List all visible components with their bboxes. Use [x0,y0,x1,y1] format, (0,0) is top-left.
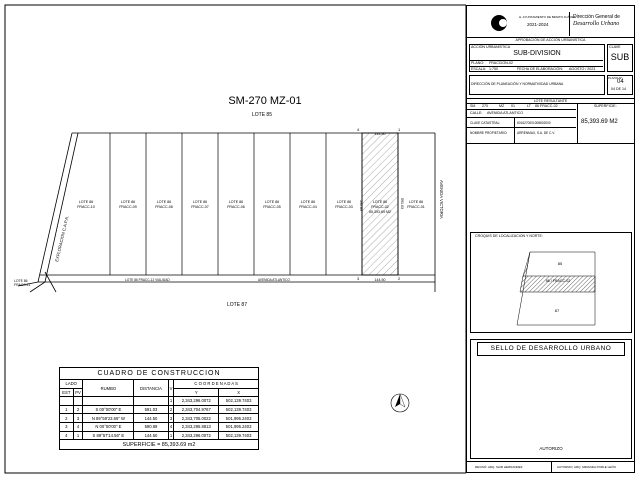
table-cell-v: 2 [169,407,173,413]
table-cell-v: 1 [169,398,173,404]
lot-label: FRACC-05 [263,205,281,209]
left-lot-label-b: FRACC-11 [14,283,31,287]
vertex-4: 4 [357,127,360,132]
col-coordenadas: C O O R D E N A D A S [174,380,259,389]
table-cell-y: 2,343,705.0022 [174,414,219,423]
table-cell-est: 1 [60,405,74,414]
lot-label: LOTE 86 [78,200,94,204]
sm-label: SM [470,104,476,108]
lot-label: LOTE 86 [192,200,208,204]
table-cell-y: 2,343,704.9767 [174,405,219,414]
lot-label: LOTE 86 [264,200,280,204]
col-distancia: DISTANCIA [134,380,168,397]
lot-labels [77,200,425,214]
table-cell-x: 501,995.2403 [219,422,259,431]
plano-no-label: PLANO N° [608,76,623,80]
plano-label: PLANO: [471,61,485,65]
vertex-2: 2 [398,276,401,281]
lot-label: FRACC-07 [191,205,209,209]
sello-label: SELLO DE DESARROLLO URBANO [490,345,612,352]
direccion-general-label: Dirección General de [573,14,620,20]
clave-catastral-value: 6016270001008802000 [517,121,551,125]
escala-value: 1:750 [489,67,498,71]
north-arrow-icon [391,394,409,412]
dim-bottom: 144.50 [374,278,386,282]
lote-87-label: LOTE 87 [226,302,248,308]
municipal-logo-icon [491,15,507,31]
table-cell-dist: 144.50 [134,431,168,440]
propietario-value: ARRENMAX, S.A. DE C.V. [517,131,555,135]
escala-label: ESCALA: [471,67,487,71]
lot-label: FRACC-06 [227,205,245,209]
lot-fracc-02-hatched [362,133,398,275]
direccion-planeacion: DIRECCIÓN DE PLANEACIÓN Y NORMATIVIDAD URBANA [471,82,564,86]
fecha-value: AGOSTO / 2023 [569,67,596,71]
lot-label: LOTE 86 [120,200,136,204]
clave-value: SUB [610,52,630,62]
lot-label: LOTE 86 [228,200,244,204]
road-left-inner [45,133,78,282]
construction-table-superficie: SUPERFICIE = 85,393.69 m2 [60,440,259,450]
table-cell-x: 501,995.2403 [219,414,259,423]
sello-box [470,339,632,459]
dim-side-2: 591.03 [400,198,404,209]
table-cell-pv: 1 [73,431,83,440]
col-rumbo: RUMBO [83,380,134,397]
mz-label: MZ [499,104,505,108]
table-cell-rumbo: S 00°00'00" E [83,405,134,414]
years-label: 2021-2024 [527,22,549,27]
table-cell-pv: 3 [73,414,83,423]
fecha-label: FECHA DE ELABORACIÓN: [517,67,563,71]
dim-side: 590.89 [359,200,363,211]
col-y: Y [174,388,219,397]
bottom-road-label: LOTE 86 FRACC-12 VIALIDAD [125,278,170,282]
lot-label: FRACC-01 [407,205,425,209]
table-cell-dist: 590.89 [134,422,168,431]
croquis-87: 87 [554,308,560,313]
table-cell-dist: 144.50 [134,414,168,423]
table-cell-rumbo: N 89°59'23.66" W [83,414,134,423]
lot-label: FRACC-02 [371,205,389,209]
construction-table [59,367,259,450]
table-cell-x: 502,139.7403 [219,397,259,406]
calle-label: CALLE: [470,111,483,115]
sm-value: 270 [482,104,488,108]
aprobacion-label: APROBACIÓN DE ACCIÓN URBANÍSTICA [515,38,586,42]
mz-value: 01 [511,104,515,108]
lt-label: LT [527,104,531,108]
table-cell-pv: 4 [73,422,83,431]
table-cell-rumbo [83,397,134,406]
ayuntamiento-label: H. AYUNTAMIENTO DE BENITO JUÁREZ [519,15,576,19]
lot-label: FRACC-03 [335,205,353,209]
calle-value: AVENIDA ATLANTICO [487,111,524,115]
lot-label: LOTE 86 [408,200,424,204]
vertex-3: 3 [357,276,360,281]
lot-label: LOTE 86 [372,200,388,204]
col-pv: PV [73,388,83,397]
autorizo-firma-label: AUTORIZO: ARQ. MIRANDA PORLE LEÓN [557,465,616,469]
col-lado: LADO [60,380,83,389]
bottom-road-label-2: AVENIDA ATLANTICO [258,278,290,282]
reviso-label: REVISÓ: ARQ. SAIR HERNANDEZ [475,465,523,469]
lot-label: LOTE 86 [300,200,316,204]
croquis-85: 85 [557,261,563,266]
vertex-1: 1 [398,127,401,132]
table-cell-y: 2,343,296.0072 [174,397,219,406]
croquis-label: CROQUIS DE LOCALIZACION Y NORTE: [475,234,543,238]
lot-dividers [110,133,398,275]
table-row [60,405,259,414]
table-cell-est: 3 [60,422,74,431]
table-cell-pv: 2 [73,405,83,414]
lot-label: 85,393.69 M2 [369,210,391,214]
lote-85-label: LOTE 85 [251,112,273,118]
table-cell-est: 2 [60,414,74,423]
col-x: X [219,388,259,397]
col-v: V [168,380,174,397]
table-row [60,422,259,431]
superficie-value: 85,393.69 M2 [581,119,618,125]
table-cell-rumbo: S 89°57'14.56" E [83,431,134,440]
table-row [60,414,259,423]
propietario-label: NOMBRE PROPIETARIO: [470,131,508,135]
desarrollo-label: Desarrollo Urbano [573,21,620,27]
dim-top: 144.50 [374,132,386,136]
table-cell-est [60,397,74,406]
clave-catastral-label: CLAVE CATASTRAL: [470,121,501,125]
col-est: EST [60,388,74,397]
table-cell-x: 502,139.7403 [219,405,259,414]
autorizo-label: AUTORIZO [539,446,563,451]
plano-value: FRACCION-02 [489,61,513,65]
lot-label: FRACC-04 [299,205,317,209]
table-cell-pv [73,397,83,406]
accion-value: SUB-DIVISION [513,50,561,57]
superficie-label: SUPERFICIE: [594,104,617,108]
table-row [60,431,259,440]
lot-label: FRACC-08 [155,205,173,209]
table-cell-v: 1 [169,432,173,438]
lot-label: LOTE 86 [336,200,352,204]
location-sketch [470,232,632,333]
left-lot-label-a: LOTE 86 [14,279,28,283]
plano-de-value: 04 DE 14 [611,87,626,91]
clave-label: CLAVE [609,45,621,49]
lot-label: LOTE 86 [156,200,172,204]
lot-label: FRACC-09 [119,205,137,209]
table-cell-est: 4 [60,431,74,440]
table-row [60,397,259,406]
table-cell-x: 502,139.7403 [219,431,259,440]
table-cell-y: 2,343,295.8813 [174,422,219,431]
table-cell-v: 3 [169,415,173,421]
plan-title: SM-270 MZ-01 [228,95,302,107]
croquis-86: 86 / FRACC-02 [545,279,571,283]
table-cell-v: 4 [169,424,173,430]
accion-label: ACCIÓN URBANÍSTICA [471,45,511,49]
table-cell-dist [134,397,168,406]
table-cell-rumbo: N 00°00'00" E [83,422,134,431]
lote-resultante-label: LOTE RESULTANTE [533,99,568,103]
road-right-label: AVENIDA VICTORIA [439,180,444,219]
lot-label: FRACC-10 [77,205,95,209]
road-left-label: EXPLORACION C.A.P.A. [54,215,70,263]
table-cell-dist: 591.03 [134,405,168,414]
plano-no-value: 04 [617,79,624,85]
title-block [466,5,635,473]
construction-table-title: CUADRO DE CONSTRUCCION [60,368,259,380]
lt-value: 86 FRACC-02 [535,104,558,108]
table-cell-y: 2,343,296.0072 [174,431,219,440]
